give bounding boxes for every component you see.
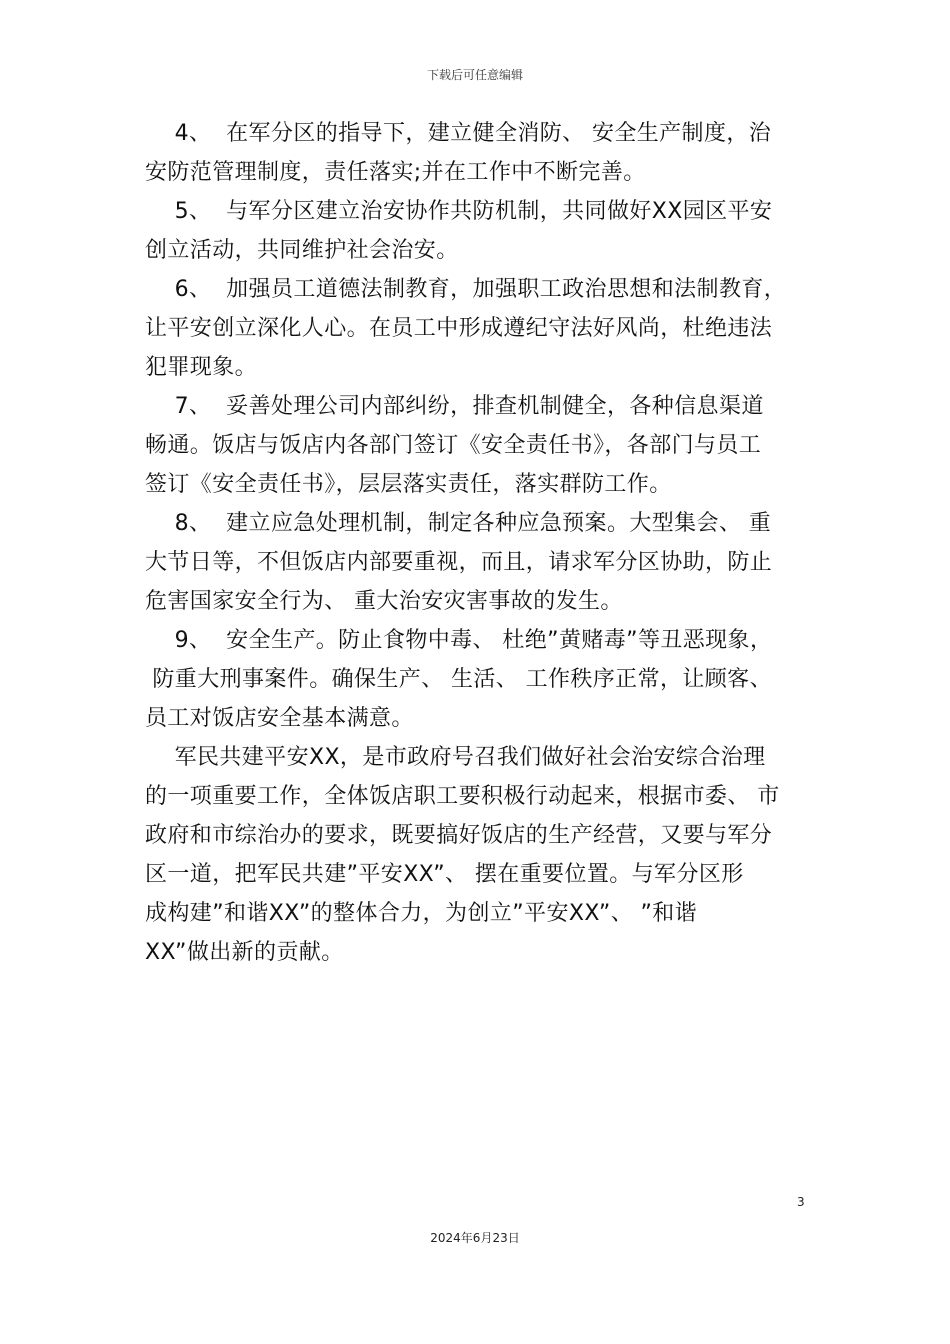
text-line: 犯罪现象。 [145,355,258,380]
text-line: 9、 安全生产。防止食物中毒、 杜绝”黄赌毒”等丑恶现象， [145,628,773,653]
footer-date: 2024年6月23日 [430,1231,520,1245]
text-line: 6、 加强员工道德法制教育，加强职工政治思想和法制教育， [145,277,787,302]
text-line: 签订《安全责任书》，层层落实责任，落实群防工作。 [145,472,672,497]
text-line: 大节日等，不但饭店内部要重视，而且，请求军分区协助，防止 [145,550,773,575]
text-line: 让平安创立深化人心。在员工中形成遵纪守法好风尚，杜绝违法 [145,316,773,341]
text-line: 员工对饭店安全基本满意。 [145,706,414,731]
text-line: 政府和市综治办的要求，既要搞好饭店的生产经营，又要与军分 [145,823,773,848]
text-line: 5、 与军分区建立治安协作共防机制，共同做好XX园区平安 [145,199,773,224]
text-line: 畅通。饭店与饭店内各部门签订《安全责任书》，各部门与员工 [145,433,762,458]
document-body [145,114,815,972]
text-line: 7、 妥善处理公司内部纠纷，排查机制健全，各种信息渠道 [145,394,764,419]
text-line: 区一道，把军民共建”平安XX”、 摆在重要位置。与军分区形 [145,862,744,887]
text-line: 危害国家安全行为、 重大治安灾害事故的发生。 [145,589,623,614]
text-line: 的一项重要工作，全体饭店职工要积极行动起来，根据市委、 市 [145,784,780,809]
text-line: 安防范管理制度，责任落实;并在工作中不断完善。 [145,160,646,185]
page-header-note: 下载后可任意编辑 [426,68,523,82]
text-line: 防重大刑事案件。确保生产、 生活、 工作秩序正常，让顾客、 [145,667,772,692]
text-line: 8、 建立应急处理机制，制定各种应急预案。大型集会、 重 [145,511,772,536]
text-line: 4、 在军分区的指导下，建立健全消防、 安全生产制度，治 [145,121,772,146]
text-line: XX”做出新的贡献。 [145,940,344,965]
page-number: 3 [797,1195,805,1209]
text-line: 创立活动，共同维护社会治安。 [145,238,459,263]
text-line: 军民共建平安XX，是市政府号召我们做好社会治安综合治理 [145,745,766,770]
text-line: 成构建”和谐XX”的整体合力，为创立”平安XX”、 ”和谐 [145,901,698,926]
